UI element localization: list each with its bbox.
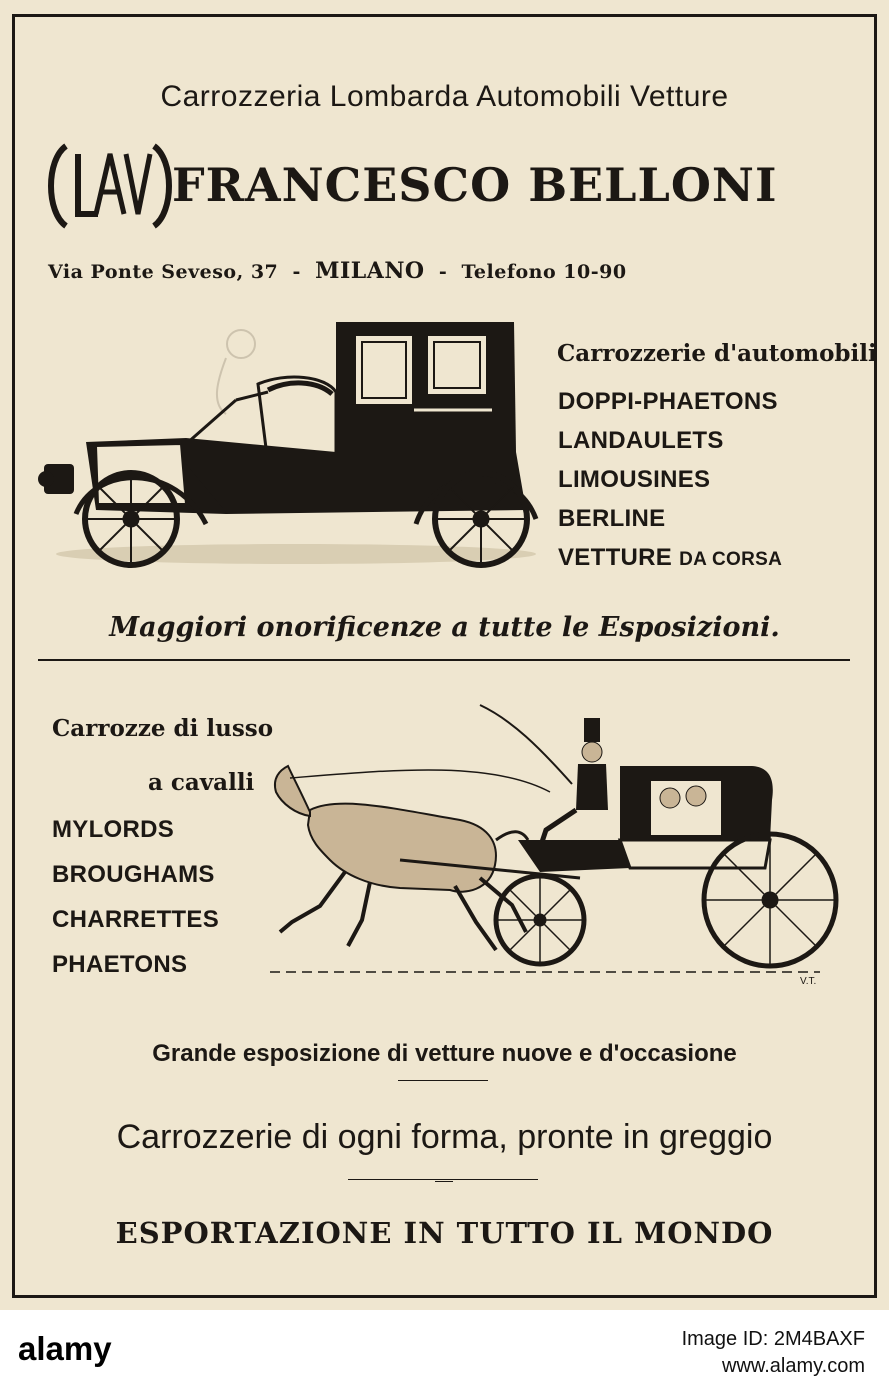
ornament-rule [398,1080,488,1081]
image-id-label: Image ID: 2M4BAXF [681,1328,865,1350]
carriages-heading: Carrozze di lusso [52,715,274,742]
company-address [48,258,627,284]
carriages-heading-line2: a cavalli [148,769,255,796]
carriage-type: MYLORDS [52,816,175,843]
artist-signature: V.T. [800,976,817,987]
automobile-type: LANDAULETS [558,427,724,454]
carriage-type: CHARRETTES [52,906,220,933]
ornament-rule-accent [435,1181,453,1182]
horse-carriage-illustration [250,700,850,990]
awards-motto: Maggiori onorificenze a tutte le Esposizioni. [109,612,780,643]
company-name: FRANCESCO BELLONI [172,158,778,212]
watermark-url: www.alamy.com [722,1355,865,1377]
automobile-type-suffix: DA CORSA [679,549,783,570]
automobile-type-last [558,544,782,572]
carriage-type: PHAETONS [52,951,188,978]
address-separator: - [292,261,301,283]
automobile-type: DOPPI-PHAETONS [558,388,778,415]
bodywork-line: Carrozzerie di ogni forma, pronte in greggio [116,1118,773,1156]
ornament-rule [348,1179,538,1180]
address-separator: - [438,261,448,283]
section-divider [38,659,850,661]
exhibition-line: Grande esposizione di vetture nuove e d'occasione [152,1040,737,1067]
carriage-type: BROUGHAMS [52,861,215,888]
automobile-illustration [36,314,546,584]
ad-subtitle: Carrozzeria Lombarda Automobili Vetture [160,80,729,113]
automobile-type-main: VETTURE [558,544,673,571]
automobile-type: BERLINE [558,505,666,532]
address-street: Via Ponte Seveso, 37 [48,261,279,283]
alamy-logo: alamy [18,1330,112,1367]
automobiles-heading: Carrozzerie d'automobili [557,340,877,367]
address-city: MILANO [315,258,425,284]
address-phone: Telefono 10-90 [461,261,627,283]
automobile-type: LIMOUSINES [558,466,711,493]
export-slogan: ESPORTAZIONE IN TUTTO IL MONDO [115,1216,774,1250]
clav-logo-icon [48,140,172,232]
